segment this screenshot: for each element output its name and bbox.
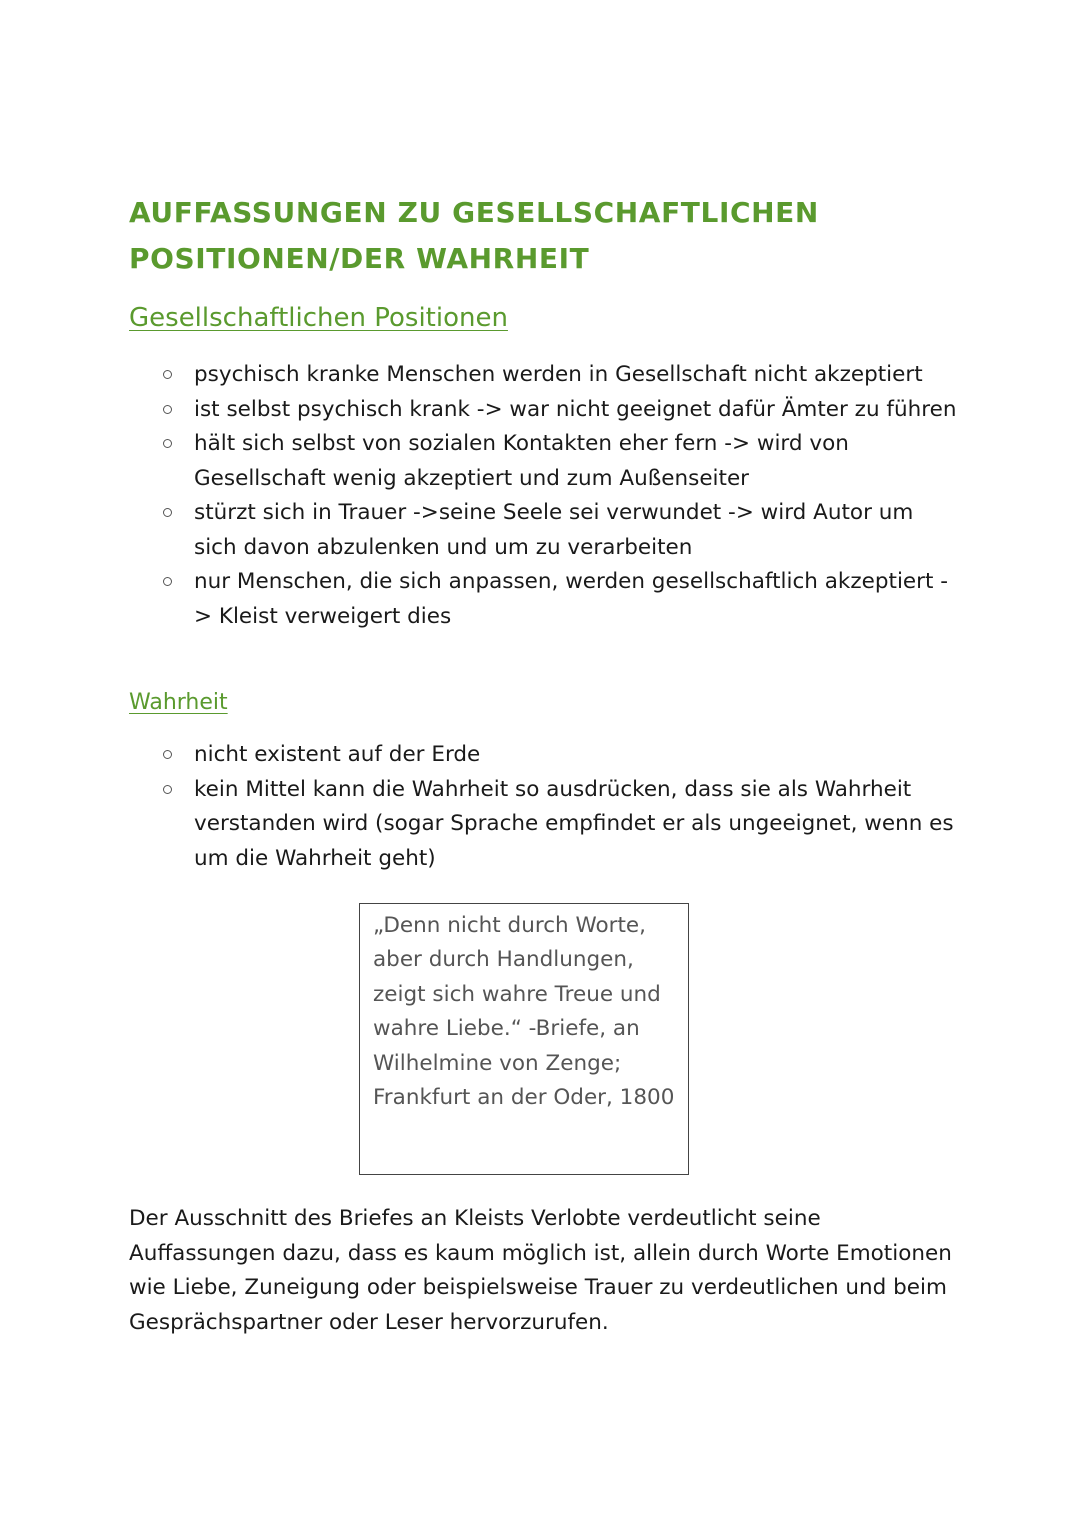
circle-bullet-icon [163,439,172,448]
list-item [160,358,960,393]
title-line-2: POSITIONEN/DER WAHRHEIT [129,242,590,275]
circle-bullet-icon [163,508,172,517]
list-item-text: stürzt sich in Trauer ->seine Seele sei verwundet -> wird Autor um sich davon abzulenken und um zu verarbeiten [194,500,914,560]
quote-box [359,903,689,1175]
conclusion-paragraph: Der Ausschnitt des Briefes an Kleists Verlobte verdeutlicht seine Auffassungen dazu, dass es kaum möglich ist, allein durch Worte Emotionen wie Liebe, Zuneigung oder beispielsweise Trauer zu verdeutlichen und beim Gesprächspartner oder Leser hervorzurufen. [129,1206,952,1335]
list-item-text: ist selbst psychisch krank -> war nicht geeignet dafür Ämter zu führen [194,396,957,422]
list-item [160,427,960,496]
wahrheit-list [160,738,960,876]
list-item [160,773,960,877]
list-item [160,738,960,773]
list-item-text: nicht existent auf der Erde [194,742,481,767]
section-heading-positionen: Gesellschaftlichen Positionen [129,303,508,333]
list-item [160,393,960,428]
circle-bullet-icon [163,370,172,379]
circle-bullet-icon [163,577,172,586]
positionen-list [160,358,960,634]
list-item-text: kein Mittel kann die Wahrheit so ausdrücken, dass sie als Wahrheit verstanden wird (sogar Sprache empfindet er als ungeeignet, wenn es um die Wahrheit geht) [194,776,954,871]
list-item-text: nur Menschen, die sich anpassen, werden gesellschaftlich akzeptiert -> Kleist verweigert dies [194,569,949,629]
list-item-text: psychisch kranke Menschen werden in Gesellschaft nicht akzeptiert [194,362,923,387]
circle-bullet-icon [163,785,172,794]
circle-bullet-icon [163,405,172,414]
page-title [129,190,989,282]
circle-bullet-icon [163,750,172,759]
list-item [160,565,960,634]
quote-text: „Denn nicht durch Worte, aber durch Handlungen, zeigt sich wahre Treue und wahre Liebe.“ -Briefe, an Wilhelmine von Zenge; Frankfurt an der Oder, 1800 [373,913,675,1111]
list-item-text: hält sich selbst von sozialen Kontakten eher fern -> wird von Gesellschaft wenig akzeptiert und zum Außenseiter [194,431,849,491]
list-item [160,496,960,565]
section-heading-wahrheit: Wahrheit [129,690,228,715]
title-line-1: AUFFASSUNGEN ZU GESELLSCHAFTLICHEN [129,196,819,229]
